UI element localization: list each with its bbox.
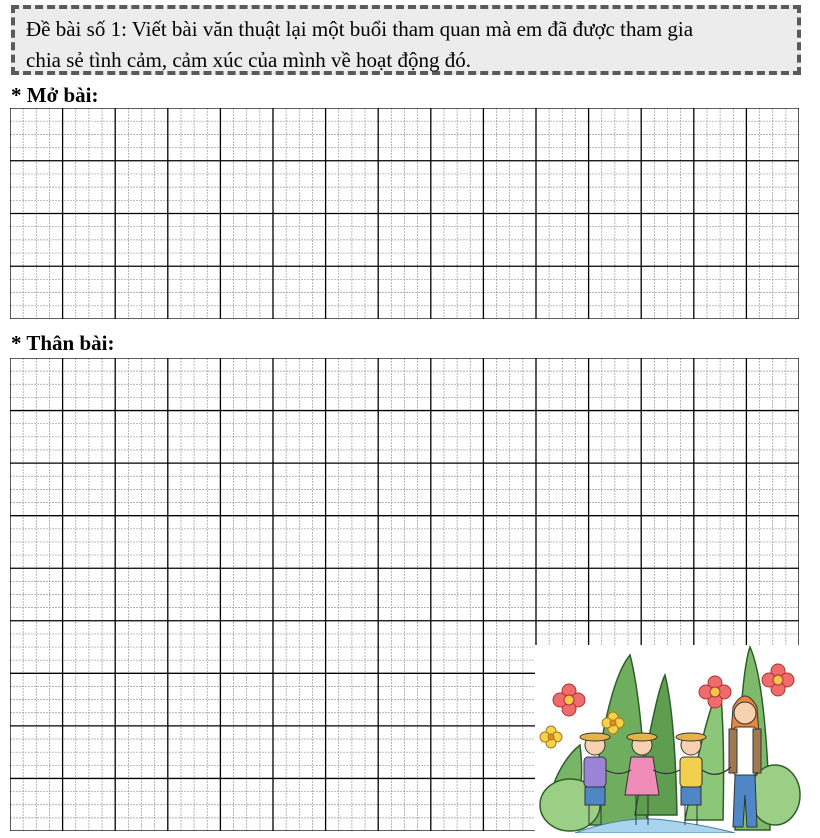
- prompt-line-2: chia sẻ tình cảm, cảm xúc của mình về hoạt động đó.: [26, 48, 471, 72]
- section-label-than-bai: * Thân bài:: [11, 331, 115, 355]
- section-label-mo-bai: * Mở bài:: [11, 83, 99, 107]
- children-hiking-illustration: [535, 645, 803, 833]
- writing-grid-svg: [10, 108, 799, 319]
- prompt-line-1: Đề bài số 1: Viết bài văn thuật lại một buổi tham quan mà em đã được tham gia: [26, 17, 694, 41]
- illustration-svg: [535, 645, 803, 833]
- assignment-prompt: [11, 5, 801, 75]
- writing-grid-mo-bai[interactable]: [10, 108, 799, 319]
